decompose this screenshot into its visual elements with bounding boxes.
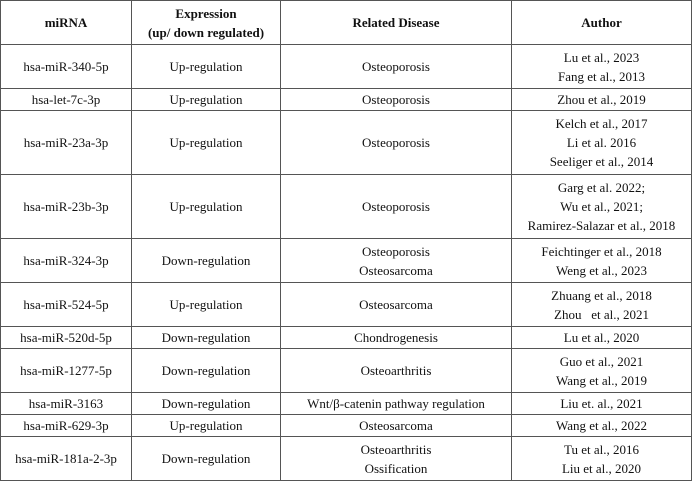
cell-disease xyxy=(281,349,512,393)
author-line: Kelch et al., 2017 xyxy=(555,116,648,131)
disease-line: Osteoporosis xyxy=(362,59,430,74)
cell-author xyxy=(512,327,692,349)
author-line: Zhou et al., 2019 xyxy=(557,92,646,107)
cell-expression: Up-regulation xyxy=(132,415,281,437)
table-row xyxy=(1,89,692,111)
table-row xyxy=(1,45,692,89)
author-line: Li et al. 2016 xyxy=(566,135,637,150)
cell-disease xyxy=(281,415,512,437)
cell-mirna: hsa-miR-23b-3p xyxy=(1,175,132,239)
header-author: Author xyxy=(512,1,692,45)
table-row xyxy=(1,393,692,415)
cell-author xyxy=(512,393,692,415)
author-line: Wu et al., 2021; xyxy=(560,199,643,214)
cell-expression: Up-regulation xyxy=(132,283,281,327)
author-line: Wang et al., 2019 xyxy=(555,372,647,388)
author-line: Ramirez-Salazar et al., 2018 xyxy=(527,218,676,233)
cell-mirna: hsa-miR-23a-3p xyxy=(1,111,132,175)
cell-author xyxy=(512,283,692,327)
author-line: Lu et al., 2023 xyxy=(563,49,640,65)
cell-expression: Up-regulation xyxy=(132,45,281,89)
cell-author xyxy=(512,239,692,283)
table-row xyxy=(1,327,692,349)
cell-expression: Up-regulation xyxy=(132,89,281,111)
cell-mirna: hsa-miR-340-5p xyxy=(1,45,132,89)
disease-line: Osteoporosis xyxy=(362,243,430,259)
cell-mirna: hsa-miR-524-5p xyxy=(1,283,132,327)
disease-line: Osteoporosis xyxy=(362,199,430,214)
disease-line: Chondrogenesis xyxy=(354,330,438,345)
cell-mirna: hsa-let-7c-3p xyxy=(1,89,132,111)
author-line: Tu et al., 2016 xyxy=(564,441,639,457)
disease-line: Osteoarthritis xyxy=(360,363,432,378)
cell-mirna: hsa-miR-324-3p xyxy=(1,239,132,283)
cell-expression: Down-regulation xyxy=(132,349,281,393)
cell-mirna: hsa-miR-3163 xyxy=(1,393,132,415)
header-row xyxy=(1,1,692,45)
table-row xyxy=(1,175,692,239)
disease-line: Osteosarcoma xyxy=(359,418,433,433)
header-expression xyxy=(132,1,281,45)
author-line: Seeliger et al., 2014 xyxy=(549,154,654,169)
author-line: Garg et al. 2022; xyxy=(557,180,646,195)
cell-disease xyxy=(281,89,512,111)
table-row xyxy=(1,437,692,481)
header-expression-line1: Expression xyxy=(175,5,237,21)
author-line: Weng et al., 2023 xyxy=(555,262,647,278)
author-line: Guo et al., 2021 xyxy=(559,353,644,369)
table-row xyxy=(1,283,692,327)
table-row xyxy=(1,239,692,283)
cell-disease xyxy=(281,393,512,415)
author-line: Zhuang et al., 2018 xyxy=(551,287,652,303)
cell-author xyxy=(512,45,692,89)
cell-disease xyxy=(281,175,512,239)
cell-author xyxy=(512,89,692,111)
disease-line: Osteosarcoma xyxy=(359,297,433,312)
cell-expression: Down-regulation xyxy=(132,327,281,349)
cell-disease xyxy=(281,239,512,283)
header-expression-line2: (up/ down regulated) xyxy=(147,24,265,40)
table-row xyxy=(1,111,692,175)
cell-expression: Up-regulation xyxy=(132,175,281,239)
cell-author xyxy=(512,349,692,393)
disease-line: Osteoporosis xyxy=(362,92,430,107)
cell-mirna: hsa-miR-1277-5p xyxy=(1,349,132,393)
header-disease: Related Disease xyxy=(281,1,512,45)
author-line: Feichtinger et al., 2018 xyxy=(541,243,662,259)
author-line: Liu et al., 2020 xyxy=(561,460,642,476)
header-mirna: miRNA xyxy=(1,1,132,45)
author-line: Zhou et al., 2021 xyxy=(554,306,649,322)
cell-disease xyxy=(281,283,512,327)
disease-line: Osteosarcoma xyxy=(359,262,433,278)
table-row xyxy=(1,349,692,393)
cell-author xyxy=(512,175,692,239)
cell-expression: Down-regulation xyxy=(132,437,281,481)
disease-line: Wnt/β-catenin pathway regulation xyxy=(307,396,485,411)
cell-disease xyxy=(281,111,512,175)
cell-author xyxy=(512,437,692,481)
cell-author xyxy=(512,111,692,175)
cell-disease xyxy=(281,45,512,89)
cell-mirna: hsa-miR-181a-2-3p xyxy=(1,437,132,481)
disease-line: Osteoarthritis xyxy=(360,441,432,457)
table-row xyxy=(1,415,692,437)
cell-disease xyxy=(281,437,512,481)
author-line: Fang et al., 2013 xyxy=(557,68,645,84)
cell-expression: Down-regulation xyxy=(132,393,281,415)
author-line: Wang et al., 2022 xyxy=(555,418,647,433)
cell-disease xyxy=(281,327,512,349)
disease-line: Ossification xyxy=(364,460,428,476)
author-line: Liu et. al., 2021 xyxy=(560,396,643,411)
cell-mirna: hsa-miR-520d-5p xyxy=(1,327,132,349)
author-line: Lu et al., 2020 xyxy=(563,330,640,345)
cell-mirna: hsa-miR-629-3p xyxy=(1,415,132,437)
cell-author xyxy=(512,415,692,437)
cell-expression: Down-regulation xyxy=(132,239,281,283)
table-body xyxy=(1,45,692,481)
disease-line: Osteoporosis xyxy=(362,135,430,150)
cell-expression: Up-regulation xyxy=(132,111,281,175)
